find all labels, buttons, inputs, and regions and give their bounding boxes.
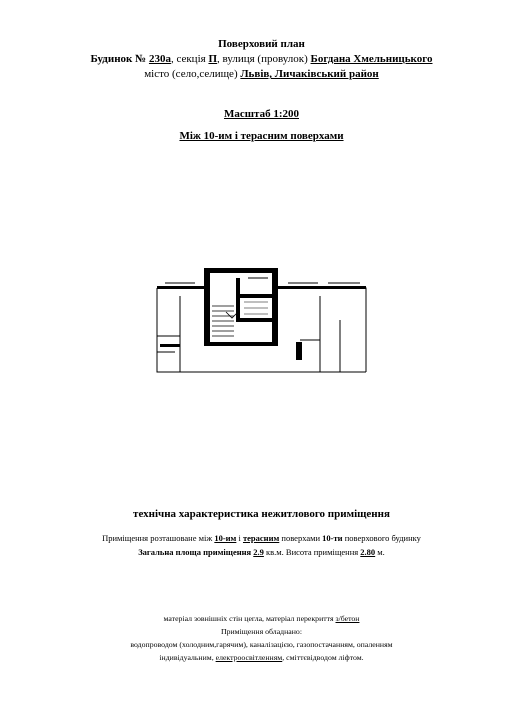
- utilities-p1: індивідуальним,: [159, 653, 216, 662]
- location-line: [0, 533, 523, 543]
- section-label: , секція: [170, 53, 209, 65]
- utilities-p2: , сміттєвідводом ліфтом.: [282, 653, 364, 662]
- electric-value: електроосвітленням: [215, 653, 283, 662]
- house-number: 230а: [148, 53, 171, 65]
- utilities-line-2: [0, 653, 523, 662]
- core-wall-right: [272, 268, 278, 346]
- plan-outline-top-right: [278, 288, 366, 372]
- room-hatch: [244, 302, 268, 314]
- area-line: [0, 547, 523, 557]
- height-value: 2.80: [360, 547, 376, 557]
- location-p2: і: [236, 533, 243, 543]
- total-floors-value: 10-ти: [322, 533, 343, 543]
- wall-seg-1: [157, 286, 205, 289]
- equipped-label: Приміщення обладнано:: [220, 627, 302, 636]
- plan-balcony: [300, 340, 320, 360]
- height-label: кв.м. Висота приміщення: [263, 547, 361, 557]
- floor-a-value: 10-им: [214, 533, 237, 543]
- wall-seg-2: [278, 286, 366, 289]
- location-p3: поверхами: [279, 533, 323, 543]
- slab-value: з/бетон: [335, 614, 360, 623]
- plan-outline-left: [157, 288, 190, 372]
- street-value: Богдана Хмельницького: [310, 53, 433, 65]
- location-p1: Приміщення розташоване між: [102, 533, 215, 543]
- core-wall-top: [204, 268, 278, 273]
- scale-text: Масштаб 1:200: [223, 108, 299, 120]
- core-room-bottom: [240, 318, 272, 322]
- house-label: Будинок №: [90, 53, 149, 65]
- section-value: П: [208, 53, 217, 65]
- city-label: місто (село,селище): [144, 68, 241, 80]
- height-unit: м.: [375, 547, 385, 557]
- city-district-value: Львів, Личаківський район: [240, 68, 379, 80]
- wall-seg-3: [296, 342, 302, 360]
- street-label: , вулиця (провулок): [217, 53, 311, 65]
- floor-range-text: Між 10-им і терасним поверхами: [179, 130, 344, 142]
- wall-seg-4: [160, 344, 180, 347]
- utilities-line-1: водопроводом (холодним,гарячим), каналізацією, газопостачанням, опаленням: [130, 640, 393, 649]
- plan-title: Поверховий план: [218, 38, 305, 50]
- stair-tread: [212, 306, 234, 336]
- core-wall-mid: [236, 278, 240, 322]
- core-wall-left: [204, 268, 210, 346]
- location-p4: поверхового будинку: [342, 533, 421, 543]
- core-room-top: [240, 294, 272, 298]
- area-value: 2.9: [253, 547, 264, 557]
- walls-label: матеріал зовнішніх стін цегла, матеріал перекриття: [163, 614, 336, 623]
- core-wall-bottom: [204, 342, 278, 346]
- characteristics-heading: технічна характеристика нежитлового приміщення: [133, 508, 390, 520]
- materials-line: [0, 614, 523, 623]
- floor-b-value: терасним: [242, 533, 280, 543]
- area-label: Загальна площа приміщення: [138, 547, 254, 557]
